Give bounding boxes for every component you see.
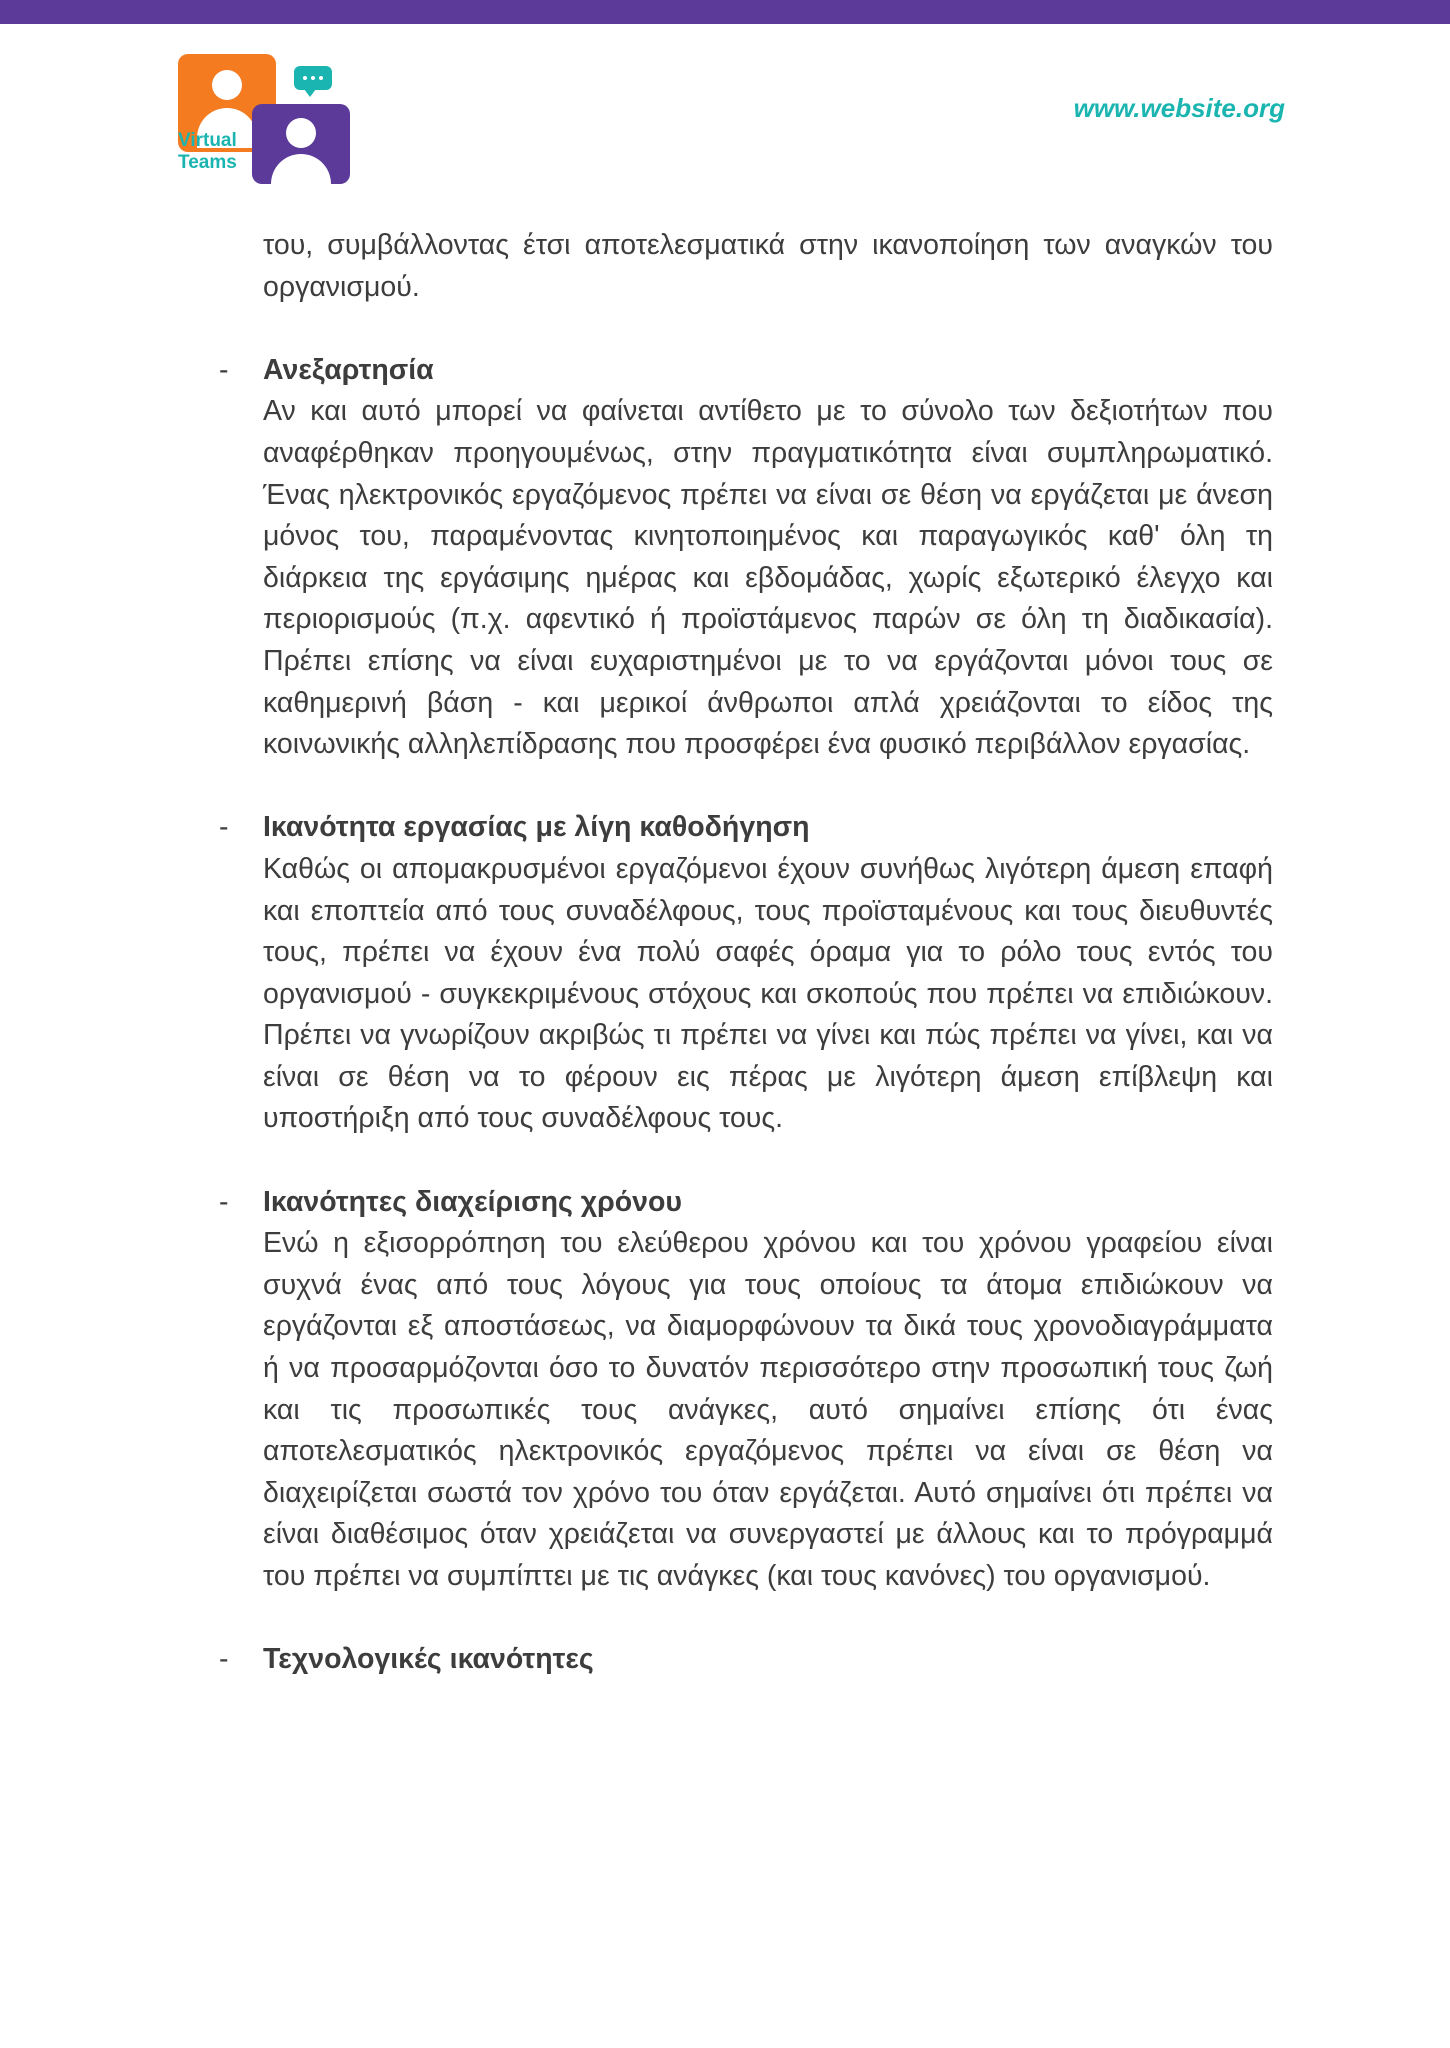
chat-bubble-icon (294, 66, 332, 90)
section-body: Καθώς οι απομακρυσμένοι εργαζόμενοι έχουν συνήθως λιγότερη άμεση επαφή και εποπτεία από τους συναδέλφους, τους προϊσταμένους και τους διευθυντές τους, πρέπει να έχουν ένα πολύ σαφές όραμα για το ρόλο τους εντός του οργανισμού - συγκεκριμένους στόχους και σκοπούς που πρέπει να επιδιώκουν. Πρέπει να γνωρίζουν ακριβώς τι πρέπει να γίνει και πώς πρέπει να γίνει, και να είναι σε θέση να το φέρουν εις πέρας με λιγότερη άμεση επίβλεψη και υποστήριξη από τους συναδέλφους τους. (263, 852, 1273, 1135)
bullet-dash: - (219, 811, 229, 844)
section-heading: Τεχνολογικές ικανότητες (263, 1643, 594, 1676)
section-heading: Ικανότητες διαχείρισης χρόνου (263, 1185, 683, 1218)
logo-text-line1: Virtual (178, 130, 237, 151)
section-body: Αν και αυτό μπορεί να φαίνεται αντίθετο με το σύνολο των δεξιοτήτων που αναφέρθηκαν προηγουμένως, στην πραγματικότητα είναι συμπληρωματικό. Ένας ηλεκτρονικός εργαζόμενος πρέπει να είναι σε θέση να εργάζεται με άνεση μόνος του, παραμένοντας κινητοποιημένος και παραγωγικός καθ' όλη τη διάρκεια της εργάσιμης ημέρας και εβδομάδας, χωρίς εξωτερικό έλεγχο και περιορισμούς (π.χ. αφεντικό ή προϊστάμενος παρών σε όλη τη διαδικασία). Πρέπει επίσης να είναι ευχαριστημένοι με το να εργάζονται μόνοι τους σε καθημερινή βάση - και μερικοί άνθρωποι απλά χρειάζονται το είδος της κοινωνικής αλληλεπίδρασης που προσφέρει ένα φυσικό περιβάλλον εργασίας. (263, 395, 1273, 761)
document-body (219, 225, 1273, 1681)
section-heading: Ικανότητα εργασίας με λίγη καθοδήγηση (263, 811, 810, 844)
bullet-dash: - (219, 1185, 229, 1218)
section-body: Ενώ η εξισορρόπηση του ελεύθερου χρόνου και του χρόνου γραφείου είναι συχνά ένας από τους λόγους για τους οποίους τα άτομα επιδιώκουν να εργάζονται εξ αποστάσεως, να διαμορφώνουν τα δικά τους χρονοδιαγράμματα ή να προσαρμόζονται όσο το δυνατόν περισσότερο στην προσωπική τους ζωή και τις προσωπικές τους ανάγκες, αυτό σημαίνει επίσης ότι ένας αποτελεσματικός ηλεκτρονικός εργαζόμενος πρέπει να είναι σε θέση να διαχειρίζεται σωστά τον χρόνο του όταν εργάζεται. Αυτό σημαίνει ότι πρέπει να είναι διαθέσιμος όταν χρειάζεται να συνεργαστεί με άλλους και το πρόγραμμά του πρέπει να συμπίπτει με τις ανάγκες (και τους κανόνες) του οργανισμού. (263, 1227, 1273, 1592)
section-heading: Ανεξαρτησία (263, 353, 434, 386)
logo-text-line2: Teams (178, 152, 237, 173)
section-time-management (219, 1182, 1273, 1598)
bullet-dash: - (219, 1643, 229, 1676)
section-technology-skills (219, 1639, 1273, 1681)
bullet-dash: - (219, 353, 229, 386)
website-url: www.website.org (1073, 93, 1285, 123)
purple-person-icon (252, 104, 350, 184)
logo-text (178, 130, 258, 174)
top-accent-bar (0, 0, 1450, 24)
section-little-guidance (219, 807, 1273, 1140)
section-independence (219, 350, 1273, 766)
intro-paragraph: του, συμβάλλοντας έτσι αποτελεσματικά στην ικανοποίηση των αναγκών του οργανισμού. (263, 229, 1273, 303)
virtual-teams-logo (176, 52, 356, 184)
